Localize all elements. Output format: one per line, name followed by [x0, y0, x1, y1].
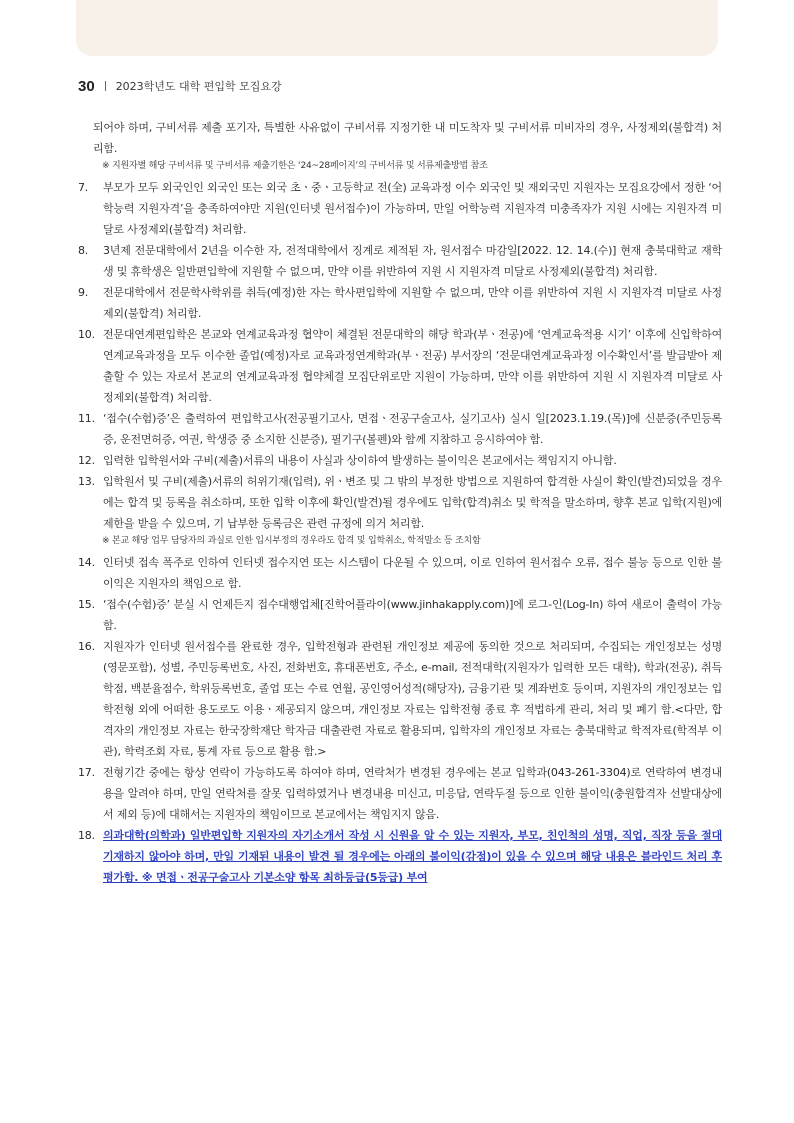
list-item: [78, 594, 722, 636]
list-item: [78, 552, 722, 594]
list-item: [78, 762, 722, 825]
item-text: 인터넷 접속 폭주로 인하여 인터넷 접수지연 또는 시스템이 다운될 수 있으며, 이로 인하여 원서접수 오류, 접수 불능 등으로 인한 불이익은 지원자의 책임으로 함.: [103, 556, 722, 590]
notice-list: [78, 117, 722, 888]
list-item: [78, 240, 722, 282]
item-number: 10.: [78, 328, 95, 341]
item-text: 3년제 전문대학에서 2년을 이수한 자, 전적대학에서 징계로 제적된 자, 원서접수 마감일[2022. 12. 14.(수)] 현재 충북대학교 재학생 및 휴학생은 일반편입학에 지원할 수 없으며, 만약 이를 위반하여 지원 시 지원자격 미달로 사정제외(불합격) 처리함.: [103, 244, 722, 278]
item-text: 부모가 모두 외국인인 외국인 또는 외국 초ㆍ중ㆍ고등학교 전(全) 교육과정 이수 외국인 및 재외국민 지원자는 모집요강에서 정한 ‘어학능력 지원자격’을 충족하여야만 지원(인터넷 원서접수)이 가능하며, 만일 어학능력 지원자격 미충족자가 지원 시에는 지원자격 미달로 사정제외(불합격) 처리함.: [103, 181, 722, 236]
page-number: 30: [78, 77, 95, 95]
list-item-highlighted: [78, 825, 722, 888]
item-text: ‘접수(수험)증’ 분실 시 언제든지 접수대행업체[진학어플라이(www.jinhakapply.com)]에 로그-인(Log-In) 하여 새로이 출력이 가능함.: [103, 598, 722, 632]
document-title: 2023학년도 대학 편입학 모집요강: [115, 80, 282, 93]
item-number: 7.: [78, 181, 89, 194]
list-item: [78, 471, 722, 534]
item-number: 9.: [78, 286, 89, 299]
item-text: ‘접수(수험)증’은 출력하여 편입학고사(전공필기고사, 면접ㆍ전공구술고사, 실기고사) 실시 일[2023.1.19.(목)]에 신분증(주민등록증, 운전면허증, 여권, 학생증 중 소지한 신분증), 필기구(볼펜)와 함께 지참하고 응시하여야 함.: [103, 412, 722, 446]
item-number: 18.: [78, 829, 95, 842]
list-item: [78, 636, 722, 762]
item-number: 13.: [78, 475, 95, 488]
item-number: 8.: [78, 244, 89, 257]
intro-note: ※ 지원자별 해당 구비서류 및 구비서류 제출기한은 ‘24~28페이지’의 구비서류 및 서류제출방법 참조: [102, 161, 488, 171]
item-text: 지원자가 인터넷 원서접수를 완료한 경우, 입학전형과 관련된 개인정보 제공에 동의한 것으로 처리되며, 수집되는 개인정보는 성명(영문포함), 성별, 주민등록번호, 사진, 전화번호, 휴대폰번호, 주소, e-mail, 전적대학(지원자가 입력한 모든 대학), 학과(전공), 취득학점, 백분율점수, 학위등록번호, 졸업 또는 수료 연월, 공인영어성적(해당자), 금융기관 및 계좌번호 등이며, 지원자의 개인정보는 입학전형 외에 어떠한 용도로도 이용ㆍ제공되지 않으며, 개인정보 자료는 입학전형 종료 후 적법하게 관리, 처리 및 폐기 함.<다만, 합격자의 개인정보 자료는 한국장학재단 학자금 대출관련 자료로 활용되며, 입학자의 개인정보 자료는 충북대학교 학적자료(학적부 이관), 학력조회 자료, 통계 자료 등으로 활용 함.>: [103, 640, 722, 758]
item-text-highlighted: 의과대학(의학과) 일반편입학 지원자의 자기소개서 작성 시 신원을 알 수 있는 지원자, 부모, 친인척의 성명, 직업, 직장 등을 절대 기재하지 않아야 하며, 만일 기재된 내용이 발견 될 경우에는 아래의 불이익(감점)이 있을 수 있으며 해당 내용은 블라인드 처리 후 평가함. ※ 면접ㆍ전공구술고사 기본소양 항목 최하등급(5등급) 부여: [103, 829, 722, 884]
item-text: 전문대연계편입학은 본교와 연계교육과정 협약이 체결된 전문대학의 해당 학과(부ㆍ전공)에 ‘연계교육적용 시기’ 이후에 신입학하여 연계교육과정을 모두 이수한 졸업(예정)자로 교육과정연계학과(부ㆍ전공) 부서장의 ‘전문대연계교육과정 이수확인서’를 발급받아 제출할 수 있는 자로서 본교의 연계교육과정 협약체결 모집단위로만 지원이 가능하며, 만약 이를 위반하여 지원 시 지원자격 미달로 사정제외(불합격) 처리함.: [103, 328, 722, 404]
list-item: [78, 324, 722, 408]
page-header: [78, 76, 282, 96]
header-separator: [105, 81, 106, 91]
item-text: 입학원서 및 구비(제출)서류의 허위기재(입력), 위ㆍ변조 및 그 밖의 부정한 방법으로 지원하여 합격한 사실이 확인(발견)되었을 경우에는 합격 및 등록을 취소하며, 또한 입학 이후에 확인(발견)될 경우에도 입학(합격)취소 및 학적을 말소하며, 향후 본교 입학(지원)에 제한을 받을 수 있으며, 기 납부한 등록금은 관련 규정에 의거 처리함.: [103, 475, 722, 530]
list-item: [78, 408, 722, 450]
item-number: 11.: [78, 412, 95, 425]
item-number: 17.: [78, 766, 95, 779]
item-number: 12.: [78, 454, 95, 467]
item-text: 입력한 입학원서와 구비(제출)서류의 내용이 사실과 상이하여 발생하는 불이익은 본교에서는 책임지지 아니함.: [103, 454, 617, 467]
item-number: 14.: [78, 556, 95, 569]
list-item: [78, 282, 722, 324]
item-note: ※ 본교 해당 업무 담당자의 과실로 인한 입시부정의 경우라도 합격 및 입학취소, 학적말소 등 조치함: [102, 536, 481, 546]
item-text: 전문대학에서 전문학사학위를 취득(예정)한 자는 학사편입학에 지원할 수 없으며, 만약 이를 위반하여 지원 시 지원자격 미달로 사정제외(불합격) 처리함.: [103, 286, 722, 320]
intro-paragraph: 되어야 하며, 구비서류 제출 포기자, 특별한 사유없이 구비서류 지정기한 내 미도착자 및 구비서류 미비자의 경우, 사정제외(불합격) 처리함.: [93, 121, 722, 155]
item-number: 15.: [78, 598, 95, 611]
list-item: [78, 450, 722, 471]
item-number: 16.: [78, 640, 95, 653]
top-decorative-band: [76, 0, 718, 56]
list-item: [78, 177, 722, 240]
item-text: 전형기간 중에는 항상 연락이 가능하도록 하여야 하며, 연락처가 변경된 경우에는 본교 입학과(043-261-3304)로 연락하여 변경내용을 알려야 하며, 만일 연락처를 잘못 입력하였거나 변경내용 미신고, 미응답, 연락두절 등으로 인한 불이익(충원합격자 선발대상에서 제외 등)에 대해서는 지원자의 책임이므로 본교에서는 책임지지 않음.: [103, 766, 722, 821]
